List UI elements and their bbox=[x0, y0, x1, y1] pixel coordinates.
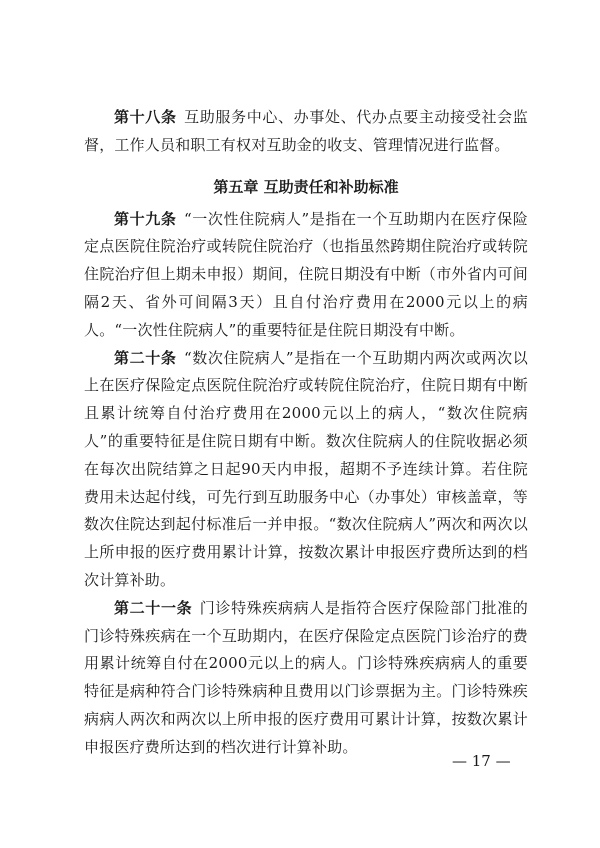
article-20-number: 第二十条 bbox=[114, 348, 177, 367]
chapter-title: 第五章 互助责任和补助标准 bbox=[213, 177, 399, 196]
article-19-text: “一次性住院病人”是指在一个互助期内在医疗保险定点医院住院治疗或转院住院治疗（也指虽然跨期住院治疗或转院住院治疗但上期未申报）期间，住院日期没有中断（市外省内可间隔2天、省外可间隔3天）且自付治疗费用在2000元以上的病人。“一次性住院病人”的重要特征是住院日期没有中断。 bbox=[84, 209, 528, 339]
article-19 bbox=[84, 206, 528, 345]
article-20-text: “数次住院病人”是指在一个互助期内两次或两次以上在医疗保险定点医院住院治疗或转院住院治疗，住院日期有中断且累计统筹自付治疗费用在2000元以上的病人，“数次住院病人”的重要特征是住院日期有中断。数次住院病人的住院收据必须在每次出院结算之日起90天内申报，超期不予连续计算。若住院费用未达起付线，可先行到互助服务中心（办事处）审核盖章，等数次住院达到起付标准后一并申报。“数次住院病人”两次和两次以上所申报的医疗费用累计计算，按数次累计申报医疗费所达到的档次计算补助。 bbox=[84, 348, 528, 589]
article-18 bbox=[84, 104, 528, 160]
article-19-number: 第十九条 bbox=[114, 209, 177, 228]
article-21 bbox=[84, 595, 528, 762]
article-21-number: 第二十一条 bbox=[114, 598, 193, 617]
document-body bbox=[84, 104, 528, 762]
page-number: — 17 — bbox=[452, 752, 511, 770]
article-21-text: 门诊特殊疾病病人是指符合医疗保险部门批准的门诊特殊疾病在一个互助期内，在医疗保险定点医院门诊治疗的费用累计统筹自付在2000元以上的病人。门诊特殊疾病病人的重要特征是病种符合门诊特殊病种且费用以门诊票据为主。门诊特殊疾病病人两次和两次以上所申报的医疗费用可累计计算，按数次累计申报医疗费所达到的档次进行计算补助。 bbox=[84, 598, 528, 756]
article-20 bbox=[84, 345, 528, 595]
article-18-number: 第十八条 bbox=[114, 108, 177, 126]
article-18-text: 互助服务中心、办事处、代办点要主动接受社会监督，工作人员和职工有权对互助金的收支、管理情况进行监督。 bbox=[84, 108, 528, 154]
